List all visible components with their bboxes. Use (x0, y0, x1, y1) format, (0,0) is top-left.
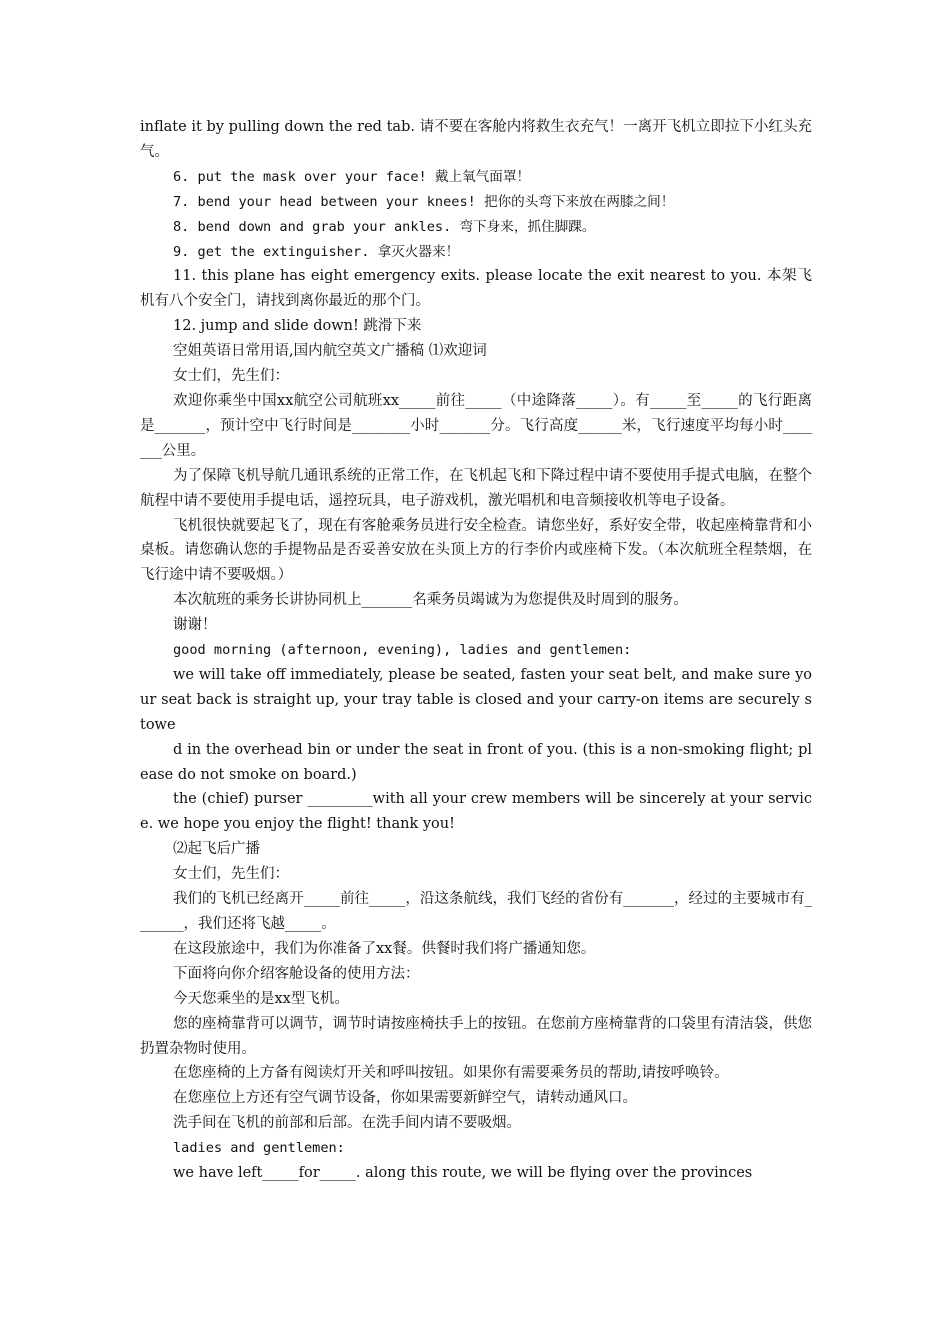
paragraph: 欢迎你乘坐中国xx航空公司航班xx_____前往_____（中途降落_____）。有_____至_____的飞行距离是_______，预计空中飞行时间是________小时_______分。飞行高度______米，飞行速度平均每小时_______公里。 (140, 392, 812, 459)
paragraph: 本次航班的乘务长讲协同机上_______名乘务员竭诚为为您提供及时周到的服务。 (173, 592, 688, 609)
paragraph: inflate it by pulling down the red tab. 请不要在客舱内将救生衣充气！一离开飞机立即拉下小红头充气。 (140, 119, 812, 160)
paragraph: good morning (afternoon, evening), ladies and gentlemen: (173, 642, 632, 659)
paragraph: 您的座椅靠背可以调节，调节时请按座椅扶手上的按钮。在您前方座椅靠背的口袋里有清洁袋，供您扔置杂物时使用。 (140, 1015, 812, 1057)
paragraph: 女士们，先生们： (173, 368, 289, 385)
paragraph: we have left_____for_____. along this route, we will be flying over the provinces (173, 1165, 753, 1182)
paragraph: 洗手间在飞机的前部和后部。在洗手间内请不要吸烟。 (173, 1115, 521, 1132)
paragraph: we will take off immediately, please be seated, fasten your seat belt, and make sure your seat back is straight up, your tray table is closed and your carry-on items are securely stowe (140, 666, 812, 733)
paragraph: 在这段旅途中，我们为你准备了xx餐。供餐时我们将广播通知您。 (173, 940, 596, 957)
paragraph: 飞机很快就要起飞了，现在有客舱乘务员进行安全检查。请您坐好，系好安全带，收起座椅靠背和小桌板。请您确认您的手提物品是否妥善安放在头顶上方的行李价内或座椅下发。（本次航班全程禁烟，在飞行途中请不要吸烟。） (140, 517, 812, 584)
paragraph: 12. jump and slide down! 跳滑下来 (173, 318, 422, 335)
paragraph: the (chief) purser _________with all your crew members will be sincerely at your service. we hope you enjoy the flight! thank you! (140, 791, 812, 833)
section-heading: 空姐英语日常用语,国内航空英文广播稿 ⑴欢迎词 (173, 343, 487, 360)
paragraph: 在您座椅的上方备有阅读灯开关和呼叫按钮。如果你有需要乘务员的帮助,请按呼唤铃。 (173, 1065, 729, 1082)
paragraph: 女士们，先生们： (173, 866, 289, 883)
paragraph: 11. this plane has eight emergency exits. please locate the exit nearest to you. 本架飞机有八个安全门，请找到离你最近的那个门。 (140, 268, 812, 310)
document-page (140, 115, 812, 1186)
paragraph: 6. put the mask over your face! 戴上氧气面罩！ (173, 168, 531, 185)
paragraph: 在您座位上方还有空气调节设备，你如果需要新鲜空气，请转动通风口。 (173, 1090, 637, 1107)
paragraph: 为了保障飞机导航几通讯系统的正常工作，在飞机起飞和下降过程中请不要使用手提式电脑，在整个航程中请不要使用手提电话，遥控玩具，电子游戏机，激光唱机和电音频接收机等电子设备。 (140, 467, 812, 509)
paragraph: 今天您乘坐的是xx型飞机。 (173, 990, 349, 1007)
paragraph: ladies and gentlemen: (173, 1140, 345, 1157)
paragraph: 9. get the extinguisher. 拿灭火器来！ (173, 243, 460, 260)
paragraph: d in the overhead bin or under the seat in front of you. (this is a non-smoking flight; please do not smoke on board.) (140, 741, 812, 783)
paragraph: 我们的飞机已经离开_____前往_____，沿这条航线，我们飞经的省份有_______，经过的主要城市有_______，我们还将飞越_____。 (140, 891, 812, 932)
paragraph: 下面将向你介绍客舱设备的使用方法： (173, 965, 420, 982)
paragraph: 7. bend your head between your knees! 把你的头弯下来放在两膝之间！ (173, 193, 675, 210)
paragraph: 谢谢！ (173, 617, 217, 634)
paragraph: 8. bend down and grab your ankles. 弯下身来，抓住脚踝。 (173, 218, 596, 235)
section-heading: ⑵起飞后广播 (173, 841, 260, 858)
